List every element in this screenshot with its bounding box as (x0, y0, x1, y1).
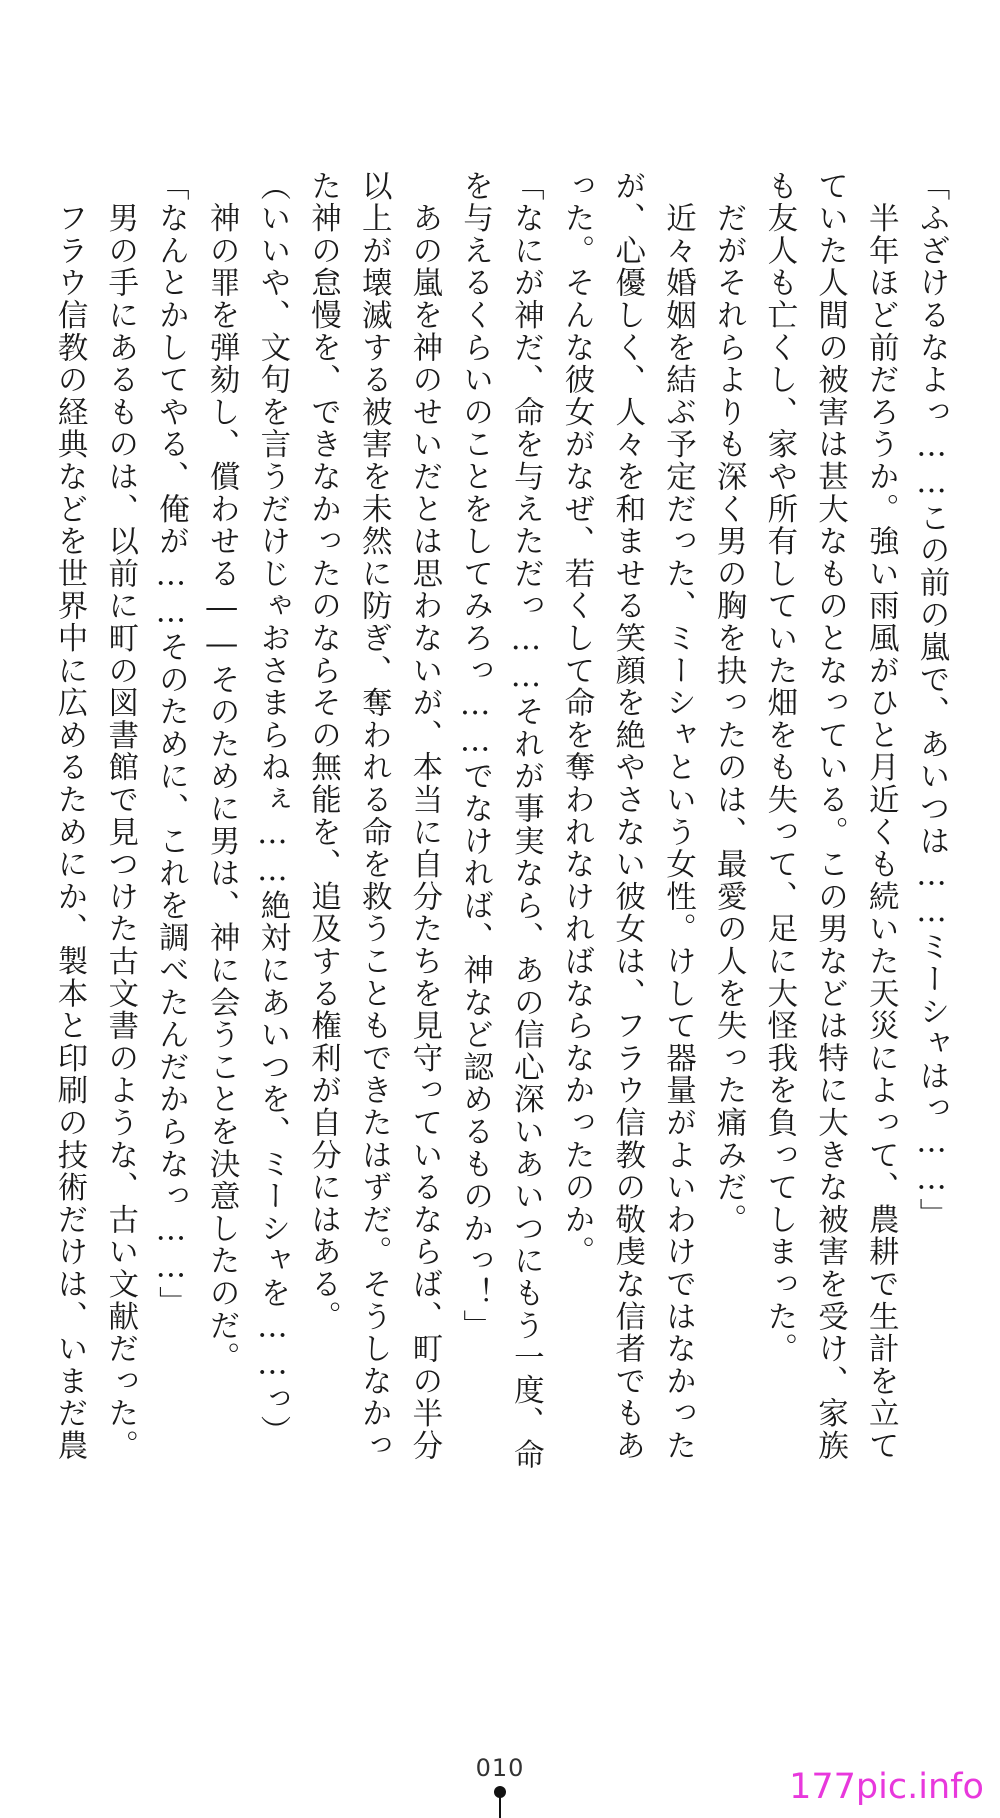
page-number: 010 (475, 1754, 525, 1782)
text-line-18: フラウ信教の経典などを世界中に広めるためにか、製本と印刷の技術だけは、いまだ農 (52, 170, 87, 1462)
text-line-10: を与えるくらいのことをしてみろっ……でなければ、神など認めるものかっ！」 (457, 170, 493, 1342)
text-line-6: 近々婚姻を結ぶ予定だった、ミーシャという女性。けして器量がよいわけではなかった (660, 170, 696, 1462)
page-marker-stem (499, 1796, 501, 1818)
text-line-3: ていた人間の被害は甚大なものとなっている。この男などは特に大きな被害を受け、家族 (812, 170, 848, 1462)
text-line-9: 「なにが神だ、命を与えただっ……それが事実なら、あの信心深いあいつにもう一度、命 (508, 170, 544, 1471)
text-line-11: あの嵐を神のせいだとは思わないが、本当に自分たちを見守っているならば、町の半分 (406, 170, 442, 1462)
vertical-text-block (50, 170, 950, 1540)
text-line-4: も友人も亡くし、家や所有していた畑をも失って、足に大怪我を負ってしまった。 (761, 170, 797, 1366)
text-line-13: た神の怠慢を、できなかったのならその無能を、追及する権利が自分にはある。 (305, 170, 341, 1333)
text-line-15: 神の罪を弾劾し、償わせる――そのために男は、神に会うことを決意したのだ。 (204, 170, 240, 1375)
text-line-8: った。そんな彼女がなぜ、若くして命を奪われなければならなかったのか。 (559, 170, 595, 1269)
text-line-17: 男の手にあるものは、以前に町の図書館で見つけた古文書のような、古い文献だった。 (102, 170, 138, 1462)
watermark: 177pic.info (779, 1761, 994, 1813)
text-line-16: 「なんとかしてやる、俺が……そのために、これを調べたんだからなっ……」 (153, 170, 189, 1319)
text-line-2: 半年ほど前だろうか。強い雨風がひと月近くも続いた天災によって、農耕で生計を立て (863, 170, 899, 1462)
text-line-12: 以上が壊滅する被害を未然に防ぎ、奪われる命を救うこともできたはずだ。そうしなかっ (356, 170, 392, 1462)
text-line-1: 「ふざけるなよっ……この前の嵐で、あいつは……ミーシャはっ……」 (913, 170, 949, 1231)
text-line-5: だがそれらよりも深く男の胸を抉ったのは、最愛の人を失った痛みだ。 (711, 170, 747, 1236)
text-line-14: （いいや、文句を言うだけじゃおさまらねぇ……絶対にあいつを、ミーシャを……っ） (254, 170, 290, 1448)
text-line-7: が、心優しく、人々を和ませる笑顔を絶やさない彼女は、フラウ信教の敬虔な信者でもあ (609, 170, 645, 1462)
